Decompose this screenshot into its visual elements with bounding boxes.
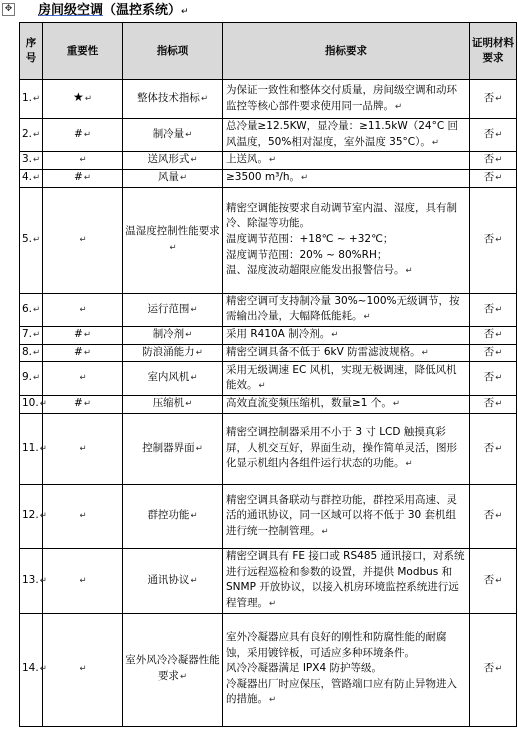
proof-required: [470, 187, 517, 293]
table-header-row: [20, 23, 517, 80]
table-row: [20, 396, 517, 414]
paragraph-mark: ↵: [33, 93, 41, 104]
move-handle-icon[interactable]: ✥: [2, 3, 15, 16]
importance-mark-text: #: [74, 127, 83, 140]
paragraph-mark: ↵: [185, 329, 193, 340]
row-number: [20, 485, 47, 549]
row-number: [20, 187, 43, 293]
proof-required: [470, 485, 517, 549]
header-item: 指标项: [123, 23, 223, 80]
indicator-item-text: 整体技术指标: [136, 91, 200, 104]
indicator-item-text: 室外风冷冷凝器性能要求: [125, 654, 220, 683]
paragraph-mark: ↵: [190, 373, 198, 384]
importance-mark: [43, 396, 123, 414]
row-number: [20, 362, 43, 396]
importance-mark: [43, 326, 123, 344]
importance-mark: [43, 293, 123, 326]
indicator-item: [123, 119, 223, 152]
paragraph-mark: ↵: [405, 459, 413, 470]
paragraph-mark: ↵: [495, 443, 503, 454]
title-rest: （温控系统）: [103, 3, 182, 18]
requirement-text-text: 高效直流变频压缩机，数量≥1 个。: [226, 397, 392, 410]
proof-required-text: 否: [483, 127, 495, 140]
paragraph-mark: ↵: [495, 575, 503, 586]
paragraph-mark: ↵: [83, 172, 91, 183]
row-number-text: 14.: [22, 662, 39, 675]
row-number: [20, 549, 47, 613]
paragraph-mark: ↵: [495, 511, 503, 522]
paragraph-mark: ↵: [33, 129, 41, 140]
importance-mark: [43, 344, 123, 362]
indicator-item: [123, 80, 223, 119]
requirement-text-text: 精密空调具备不低于 6kV 防雷滤波规格。: [226, 345, 421, 358]
requirement-text: [223, 344, 470, 362]
paragraph-mark: ↵: [200, 93, 209, 104]
paragraph-mark: ↵: [84, 94, 92, 105]
indicator-item: [123, 169, 223, 187]
paragraph-mark: ↵: [321, 526, 329, 537]
row-number: [20, 119, 43, 152]
paragraph-mark: ↵: [405, 266, 413, 277]
paragraph-mark: ↵: [495, 304, 503, 315]
requirement-text-text: 上送风。: [226, 153, 268, 166]
importance-mark-text: #: [74, 397, 83, 410]
table-row: [20, 152, 517, 170]
paragraph-mark: ↵: [39, 511, 47, 522]
proof-required-text: 否: [483, 371, 495, 384]
paragraph-mark: ↵: [195, 347, 203, 358]
paragraph-mark: ↵: [79, 664, 87, 675]
paragraph-mark: ↵: [79, 511, 87, 522]
table-row: [20, 80, 517, 119]
row-number-text: 7.: [22, 327, 33, 340]
row-number: [20, 293, 43, 326]
paragraph-mark: ↵: [185, 129, 193, 140]
proof-required-text: 否: [483, 91, 495, 104]
proof-required-text: 否: [483, 441, 495, 454]
proof-required: [470, 80, 517, 119]
row-number-text: 6.: [22, 302, 33, 315]
paragraph-mark: ↵: [190, 575, 198, 586]
paragraph-mark: ↵: [79, 575, 87, 586]
table-row: [20, 326, 517, 344]
indicator-item-text: 控制器界面: [142, 441, 195, 454]
paragraph-mark: ↵: [395, 101, 403, 112]
row-number-text: 8.: [22, 345, 33, 358]
indicator-item: [123, 326, 223, 344]
paragraph-mark: ↵: [301, 172, 309, 183]
proof-required-text: 否: [483, 345, 495, 358]
paragraph-mark: ↵: [190, 155, 198, 166]
paragraph-mark: ↵: [39, 664, 47, 675]
paragraph-mark: ↵: [269, 155, 277, 166]
indicator-item: [123, 549, 223, 613]
importance-mark: [43, 80, 123, 119]
row-number-text: 2.: [22, 127, 33, 140]
row-number-text: 11.: [22, 441, 39, 454]
paragraph-mark: ↵: [495, 155, 503, 166]
paragraph-mark: ↵: [190, 304, 198, 315]
requirement-text-text: 总冷量≥12.5KW，显冷量：≥11.5kW（24°C 回风温度，50%相对湿度，室外温度 35°C）。: [226, 120, 458, 148]
row-number-text: 1.: [22, 91, 33, 104]
paragraph-mark: ↵: [495, 329, 503, 340]
paragraph-mark: ↵: [495, 172, 503, 183]
requirement-text: [223, 549, 470, 613]
requirement-text: [223, 326, 470, 344]
proof-required-text: 否: [483, 509, 495, 522]
paragraph-mark: ↵: [79, 234, 87, 245]
paragraph-mark: ↵: [431, 137, 439, 148]
importance-mark: [43, 414, 123, 485]
table-row: [20, 549, 517, 613]
requirement-text-text: 精密空调具备联动与群控功能，群控采用高速、灵活的通讯协议，同一区域可以将不低于 30 套机组进行统一控制管理。: [226, 493, 457, 537]
indicator-item-text: 压缩机: [152, 397, 185, 410]
row-number: [20, 169, 43, 187]
paragraph-mark: ↵: [83, 329, 91, 340]
indicator-item: [123, 485, 223, 549]
requirement-text: [223, 396, 470, 414]
table-row: [20, 613, 517, 726]
paragraph-mark: ↵: [79, 155, 87, 166]
requirement-text-text: 精密空调可支持制冷量 30%~100%无级调节，按需输出冷量，大幅降低能耗。: [226, 294, 460, 323]
paragraph-mark: ↵: [195, 443, 203, 454]
importance-mark: [43, 119, 123, 152]
paragraph-mark: ↵: [495, 664, 503, 675]
paragraph-mark: ↵: [495, 129, 503, 140]
header-proof: 证明材料要求: [470, 23, 517, 80]
row-number: [20, 613, 47, 726]
row-number-text: 4.: [22, 170, 33, 183]
indicator-item: [123, 344, 223, 362]
proof-required-text: 否: [483, 153, 495, 166]
proof-required-text: 否: [483, 573, 495, 586]
indicator-item: [123, 396, 223, 414]
row-number: [20, 80, 43, 119]
proof-required: [470, 396, 517, 414]
indicator-item-text: 运行范围: [147, 302, 190, 315]
importance-mark: [43, 152, 123, 170]
requirement-text: [223, 80, 470, 119]
indicator-item-text: 防浪涌能力: [142, 345, 195, 358]
requirement-text-text: 采用无级调速 EC 风机，实现无极调速，降低风机能效。: [226, 363, 457, 392]
paragraph-mark: ↵: [33, 329, 41, 340]
document-title: [38, 3, 189, 20]
requirement-text: [223, 169, 470, 187]
proof-required: [470, 414, 517, 485]
requirement-text-text: 室外冷凝器应具有良好的刚性和防腐性能的耐腐蚀，采用镀锌板，可适应多种环境条件。 风冷冷凝器满足 IPX4 防护等级。 冷凝器出厂时应保压，管路端口应有防止异物进入的措施。: [226, 631, 457, 706]
importance-mark: [43, 613, 123, 726]
table-row: [20, 169, 517, 187]
paragraph-mark: ↵: [363, 312, 371, 323]
paragraph-mark: ↵: [258, 381, 266, 392]
proof-required: [470, 362, 517, 396]
importance-mark: [43, 362, 123, 396]
table-row: [20, 344, 517, 362]
title-underlined: 房间级空调: [38, 3, 104, 18]
paragraph-mark: ↵: [33, 347, 41, 358]
paragraph-mark: ↵: [33, 172, 41, 183]
indicator-item-text: 通讯协议: [147, 573, 190, 586]
row-number: [20, 152, 43, 170]
importance-mark-text: #: [74, 345, 83, 358]
paragraph-mark: ↵: [190, 511, 198, 522]
paragraph-mark: ↵: [181, 7, 189, 17]
paragraph-mark: ↵: [83, 399, 91, 410]
requirement-text: [223, 187, 470, 293]
indicator-item: [123, 293, 223, 326]
row-number-text: 5.: [22, 232, 33, 245]
paragraph-mark: ↵: [421, 347, 429, 358]
indicator-item-text: 室内风机: [147, 371, 190, 384]
paragraph-mark: ↵: [269, 695, 277, 706]
paragraph-mark: ↵: [33, 155, 41, 166]
requirement-text: [223, 414, 470, 485]
proof-required-text: 否: [483, 327, 495, 340]
paragraph-mark: ↵: [33, 234, 41, 245]
table-body: [20, 80, 517, 727]
indicator-item-text: 制冷量: [152, 127, 185, 140]
proof-required-text: 否: [483, 170, 495, 183]
importance-mark: [43, 187, 123, 293]
proof-required: [470, 613, 517, 726]
importance-mark: [43, 485, 123, 549]
paragraph-mark: ↵: [39, 443, 47, 454]
proof-required: [470, 344, 517, 362]
requirement-text-text: 采用 R410A 制冷剂。: [226, 327, 331, 340]
paragraph-mark: ↵: [83, 129, 91, 140]
requirement-text-text: ≥3500 m³/h。: [226, 170, 300, 183]
indicator-item-text: 群控功能: [147, 509, 190, 522]
requirement-text-text: 为保证一致性和整体交付质量，房间级空调和动环监控等核心部件要求使用同一品牌。: [226, 83, 457, 112]
requirement-text-text: 精密空调能按要求自动调节室内温、湿度，具有制冷、除湿等功能。 温度调节范围：+18℃ ~ +32℃； 湿度调节范围：20% ~ 80%RH； 温、湿度波动超限应能发出报警信号。: [226, 201, 457, 277]
paragraph-mark: ↵: [495, 93, 503, 104]
proof-required: [470, 293, 517, 326]
paragraph-mark: ↵: [495, 373, 503, 384]
paragraph-mark: ↵: [39, 575, 47, 586]
indicator-item-text: 温湿度控制性能要求: [125, 225, 220, 238]
paragraph-mark: ↵: [33, 373, 41, 384]
requirement-text: [223, 293, 470, 326]
proof-required: [470, 549, 517, 613]
paragraph-mark: ↵: [79, 443, 87, 454]
requirement-text: [223, 362, 470, 396]
proof-required-text: 否: [483, 662, 495, 675]
row-number-text: 9.: [22, 371, 33, 384]
header-requirement: 指标要求: [223, 23, 470, 80]
table-row: [20, 414, 517, 485]
paragraph-mark: ↵: [169, 242, 177, 253]
importance-mark: [43, 549, 123, 613]
table-row: [20, 293, 517, 326]
paragraph-mark: ↵: [79, 373, 87, 384]
indicator-item: [123, 613, 223, 726]
row-number: [20, 414, 47, 485]
indicator-item-text: 制冷剂: [152, 327, 185, 340]
proof-required-text: 否: [483, 397, 495, 410]
importance-mark: [43, 169, 123, 187]
paragraph-mark: ↵: [392, 399, 400, 410]
proof-required: [470, 152, 517, 170]
paragraph-mark: ↵: [495, 234, 503, 245]
row-number-text: 3.: [22, 153, 33, 166]
paragraph-mark: ↵: [495, 347, 503, 358]
paragraph-mark: ↵: [79, 304, 87, 315]
paragraph-mark: ↵: [179, 672, 188, 683]
requirement-text-text: 精密空调控制器采用不小于 3 寸 LCD 触摸真彩屏，人机交互好，界面生动，操作简单灵活，图形化显示机组内各组件运行状态的功能。: [226, 426, 457, 470]
indicator-item-text: 风量: [157, 170, 179, 183]
table-row: [20, 187, 517, 293]
indicator-item: [123, 187, 223, 293]
paragraph-mark: ↵: [33, 304, 41, 315]
proof-required-text: 否: [483, 302, 495, 315]
indicator-item: [123, 414, 223, 485]
table-row: [20, 119, 517, 152]
requirement-text: [223, 152, 470, 170]
importance-mark-text: #: [74, 170, 83, 183]
requirement-text: [223, 613, 470, 726]
row-number-text: 10.: [22, 397, 39, 410]
row-number-text: 12.: [22, 509, 39, 522]
proof-required: [470, 169, 517, 187]
header-importance: 重要性: [43, 23, 123, 80]
importance-mark-text: #: [74, 327, 83, 340]
paragraph-mark: ↵: [39, 399, 47, 410]
row-number-text: 13.: [22, 573, 39, 586]
paragraph-mark: ↵: [269, 598, 277, 609]
table-row: [20, 362, 517, 396]
importance-mark-text: ★: [73, 90, 84, 105]
header-seq: 序号: [20, 23, 43, 80]
indicator-item: [123, 152, 223, 170]
spec-table: [19, 22, 517, 727]
requirement-text: [223, 485, 470, 549]
paragraph-mark: ↵: [331, 329, 339, 340]
indicator-item: [123, 362, 223, 396]
paragraph-mark: ↵: [179, 172, 188, 183]
indicator-item-text: 送风形式: [147, 153, 190, 166]
proof-required: [470, 326, 517, 344]
requirement-text: [223, 119, 470, 152]
proof-required: [470, 119, 517, 152]
row-number: [20, 326, 43, 344]
requirement-text-text: 精密空调具有 FE 接口或 RS485 通讯接口，对系统进行远程巡检和参数的设置，并提供 Modbus 和 SNMP 开放协议，以接入机房环境监控系统进行远程管理。: [226, 550, 465, 609]
paragraph-mark: ↵: [495, 399, 503, 410]
proof-required-text: 否: [483, 232, 495, 245]
row-number: [20, 396, 47, 414]
row-number: [20, 344, 43, 362]
paragraph-mark: ↵: [83, 347, 91, 358]
paragraph-mark: ↵: [185, 399, 193, 410]
table-row: [20, 485, 517, 549]
